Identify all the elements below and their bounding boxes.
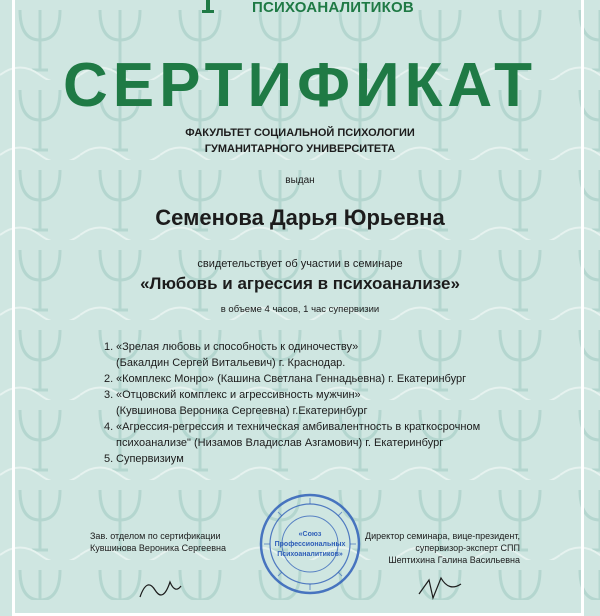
topic-item <box>104 451 544 467</box>
topic-number: 2. <box>104 373 114 385</box>
participation-text: свидетельствует об участии в семинаре <box>197 258 403 270</box>
topic-item <box>104 371 544 387</box>
topic-line: (Бакалдин Сергей Витальевич) г. Краснодар. <box>116 357 346 369</box>
topic-line: «Агрессия-регрессия и техническая амбивалентность в краткосрочном <box>116 421 481 433</box>
topic-line: Супервизиум <box>116 453 184 465</box>
topic-line: психоанализе" (Низамов Владислав Азгамович) г. Екатеринбург <box>116 437 444 449</box>
logo-icon <box>200 0 216 14</box>
right-signatory-role: супервизор-эксперт СПП <box>415 543 520 553</box>
topic-number: 1. <box>104 341 114 353</box>
stamp-text-1: «Союз <box>298 531 322 538</box>
right-signatory-title: Директор семинара, вице-президент, <box>365 531 520 541</box>
stamp-text-2: Профессиональных <box>274 541 346 548</box>
topic-number: 3. <box>104 389 114 401</box>
stamp-seal-icon <box>258 492 362 596</box>
left-signatory-name: Кувшинова Вероника Сергеевна <box>90 543 226 553</box>
topic-line: «Зрелая любовь и способность к одиночеству» <box>116 341 359 353</box>
topic-line: (Кувшинова Вероника Сергеевна) г.Екатеринбург <box>116 405 368 417</box>
organization-name: ПСИХОАНАЛИТИКОВ <box>252 0 414 16</box>
right-signatory <box>340 530 520 566</box>
topic-line: «Комплекс Монро» (Кашина Светлана Геннадьевна) г. Екатеринбург <box>116 373 467 385</box>
hours-text: в объеме 4 часов, 1 час супервизии <box>220 304 380 315</box>
topic-item <box>104 387 544 419</box>
faculty-line-1: ФАКУЛЬТЕТ СОЦИАЛЬНОЙ ПСИХОЛОГИИ <box>185 127 415 139</box>
right-signatory-name: Шептихина Галина Васильевна <box>388 555 520 565</box>
issued-label: выдан <box>285 175 315 186</box>
recipient-name: Семенова Дарья Юрьевна <box>155 205 445 230</box>
seminar-title: «Любовь и агрессия в психоанализе» <box>140 274 460 293</box>
topic-item <box>104 339 544 371</box>
left-signatory-title: Зав. отделом по сертификации <box>90 531 221 541</box>
topic-item <box>104 419 544 451</box>
stamp-text-3: Психоаналитиков» <box>277 551 343 558</box>
certificate-title: СЕРТИФИКАТ <box>63 51 537 120</box>
faculty-line-2: ГУМАНИТАРНОГО УНИВЕРСИТЕТА <box>204 143 396 155</box>
topics-list <box>104 339 544 467</box>
faculty-block <box>0 125 600 157</box>
topic-line: «Отцовский комплекс и агрессивность мужчин» <box>116 389 361 401</box>
left-signature-icon <box>135 572 185 602</box>
topic-number: 5. <box>104 453 114 465</box>
right-signature-icon <box>415 572 465 602</box>
topic-number: 4. <box>104 421 114 433</box>
